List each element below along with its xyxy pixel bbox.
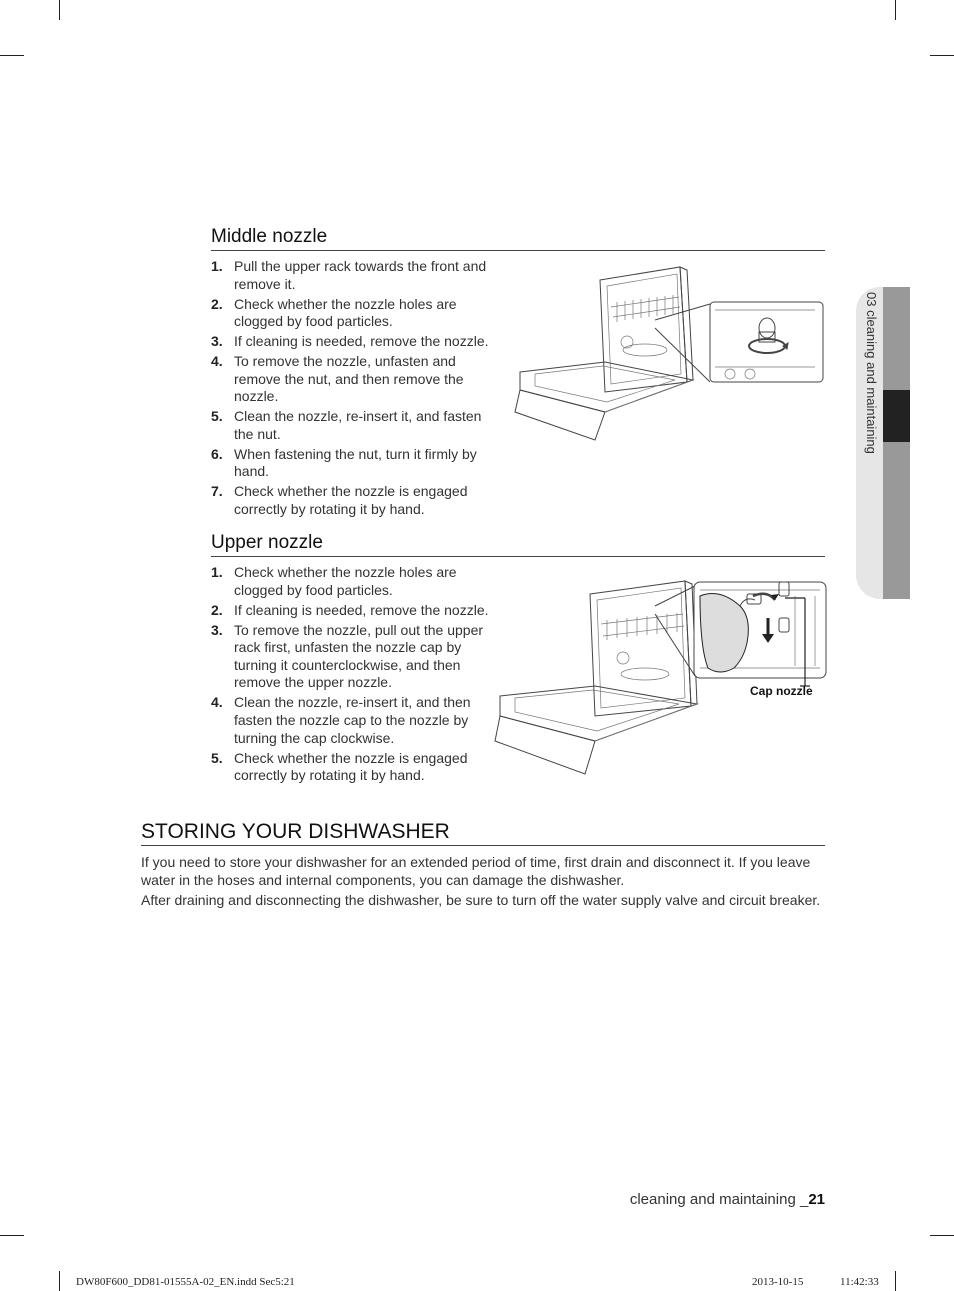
list-item (211, 564, 501, 599)
crop-mark (930, 1235, 954, 1236)
step-number: 6. (211, 445, 223, 462)
list-item (211, 750, 501, 785)
list-item (211, 333, 501, 351)
crop-mark (0, 55, 24, 56)
list-item (211, 296, 501, 331)
upper-nozzle-steps (211, 564, 501, 787)
crop-mark (930, 55, 954, 56)
list-item (211, 694, 501, 747)
middle-nozzle-illustration (515, 262, 827, 444)
upper-nozzle-illustration (495, 576, 827, 778)
step-number: 3. (211, 333, 223, 350)
step-number: 7. (211, 483, 223, 500)
middle-nozzle-heading: Middle nozzle (211, 226, 825, 251)
chapter-tab-marker (883, 390, 910, 442)
upper-nozzle-heading: Upper nozzle (211, 532, 825, 557)
crop-mark (895, 0, 896, 20)
slug-file: DW80F600_DD81-01555A-02_EN.indd Sec5:21 (76, 1276, 295, 1288)
step-text: Clean the nozzle, re-insert it, and then fasten the nozzle cap to the nozzle by turning the cap clockwise. (234, 694, 471, 746)
crop-mark (0, 1235, 24, 1236)
step-text: Check whether the nozzle holes are clogged by food particles. (234, 564, 457, 598)
step-number: 4. (211, 353, 223, 370)
step-number: 4. (211, 694, 223, 711)
list-item (211, 483, 501, 518)
step-text: Check whether the nozzle is engaged correctly by rotating it by hand. (234, 749, 468, 784)
list-item (211, 446, 501, 481)
storing-paragraph: After draining and disconnecting the dishwasher, be sure to turn off the water supply valve and circuit breaker. (141, 892, 821, 908)
crop-mark (59, 1271, 60, 1291)
step-text: To remove the nozzle, unfasten and remove the nut, and then remove the nozzle. (234, 353, 464, 405)
step-text: Check whether the nozzle holes are clogged by food particles. (234, 295, 457, 330)
chapter-tab-band (883, 287, 910, 599)
list-item (211, 258, 501, 293)
list-item (211, 408, 501, 443)
slug-date: 2013-10-15 (752, 1276, 804, 1288)
storing-paragraph: If you need to store your dishwasher for an extended period of time, first drain and disconnect it. If you leave water in the hoses and internal components, you can damage the dishwasher. (141, 854, 811, 888)
step-number: 1. (211, 258, 223, 274)
page-footer (630, 1191, 825, 1208)
step-number: 3. (211, 621, 223, 638)
step-number: 5. (211, 749, 223, 766)
page-number: 21 (808, 1191, 825, 1208)
cap-nozzle-label: Cap nozzle (750, 684, 813, 698)
step-text: Pull the upper rack towards the front and remove it. (234, 258, 487, 292)
step-number: 2. (211, 295, 223, 312)
step-number: 5. (211, 408, 223, 425)
storing-heading: STORING YOUR DISHWASHER (141, 820, 825, 846)
middle-nozzle-steps (211, 258, 501, 521)
list-item (211, 622, 501, 692)
step-text: Clean the nozzle, re-insert it, and fasten the nut. (234, 408, 482, 442)
slug-time: 11:42:33 (840, 1276, 879, 1288)
step-text: When fastening the nut, turn it firmly by hand. (234, 445, 477, 480)
list-item (211, 353, 501, 406)
crop-mark (895, 1271, 896, 1291)
step-text: If cleaning is needed, remove the nozzle. (234, 333, 489, 350)
crop-mark (59, 0, 60, 20)
step-number: 1. (211, 564, 223, 580)
step-text: To remove the nozzle, pull out the upper rack first, unfasten the nozzle cap by turning it counterclockwise, and then remove the upper nozzle. (234, 621, 484, 691)
step-text: If cleaning is needed, remove the nozzle. (234, 601, 489, 618)
step-number: 2. (211, 601, 223, 618)
step-text: Check whether the nozzle is engaged correctly by rotating it by hand. (234, 483, 468, 518)
footer-section: cleaning and maintaining _ (629, 1191, 809, 1208)
list-item (211, 602, 501, 620)
chapter-tab-label: 03 cleaning and maintaining (864, 292, 879, 454)
